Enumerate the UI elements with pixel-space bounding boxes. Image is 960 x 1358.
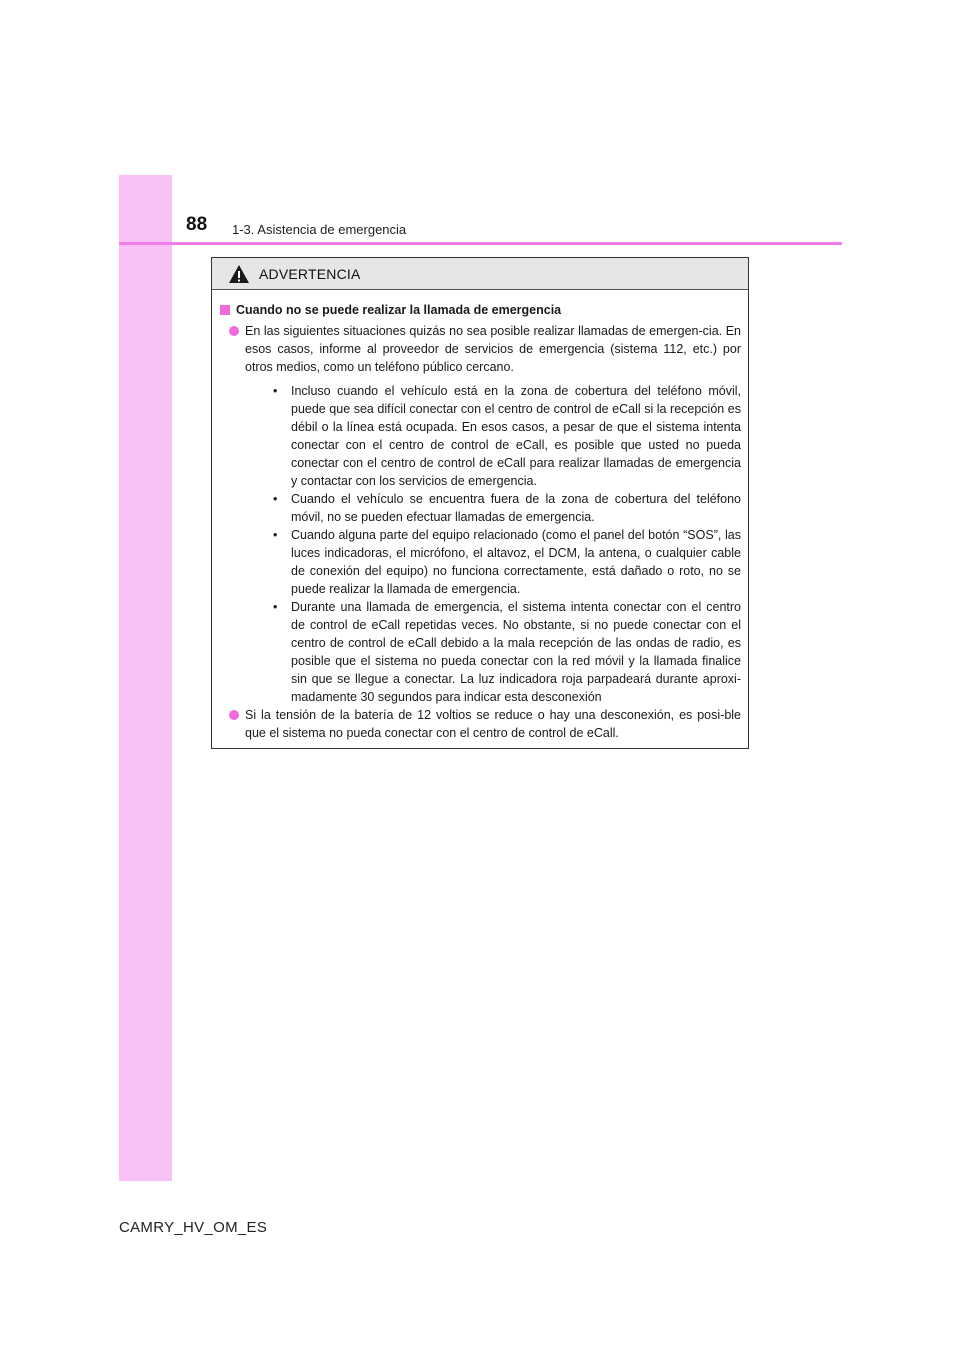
- list-item-text: Si la tensión de la batería de 12 voltios se reduce o hay una desconexión, es posi-ble que el sistema no pueda conectar con el centro de control de eCall.: [245, 708, 741, 740]
- page-number: 88: [186, 214, 208, 235]
- round-bullet-icon: [229, 326, 239, 336]
- sub-list-item-text: Durante una llamada de emergencia, el sistema intenta conectar con el centro de control de eCall repetidas veces. No obstante, si no puede conectar con el centro de control de eCall debido a la mala recepción de las ondas de radio, es posible que el sistema no pueda conectar con la red móvil y la llamada finalice sin que se llegue a conectar. La luz indicadora roja parpadeará durante aproxi-madamente 30 segundos para indicar esta desconexión: [291, 600, 741, 704]
- sub-list-item-text: Cuando alguna parte del equipo relacionado (como el panel del botón “SOS”, las luces indicadoras, el micrófono, el altavoz, el DCM, la antena, o cualquier cable de conexión del equipo) no funciona correctamente, está dañado o roto, no se puede realizar la llamada de emergencia.: [291, 528, 741, 596]
- bullet-dot: •: [273, 492, 278, 506]
- sub-list-item: [272, 382, 741, 490]
- side-tab-band: [119, 175, 172, 1181]
- section-title: 1-3. Asistencia de emergencia: [232, 222, 407, 237]
- sub-list-item: [272, 490, 741, 526]
- bullet-dot: •: [273, 384, 278, 398]
- round-bullet-icon: [229, 710, 239, 720]
- subheading-text: Cuando no se puede realizar la llamada de emergencia: [236, 303, 562, 317]
- list-item-text: En las siguientes situaciones quizás no sea posible realizar llamadas de emergen-cia. En esos casos, informe al proveedor de servicios de emergencia (sistema 112, etc.) por otros medios, como un teléfono público cercano.: [245, 324, 741, 374]
- bullet-dot: •: [273, 528, 278, 542]
- warning-title: ADVERTENCIA: [259, 265, 361, 282]
- bullet-dot: •: [273, 600, 278, 614]
- sub-list-item: [272, 598, 741, 706]
- document-code: CAMRY_HV_OM_ES: [119, 1219, 268, 1236]
- warning-header: [212, 258, 748, 290]
- list-item: [229, 706, 741, 742]
- sub-list: [272, 382, 741, 706]
- warning-triangle-icon: [228, 264, 250, 284]
- warning-subheading: [220, 301, 741, 319]
- sub-list-item-text: Cuando el vehículo se encuentra fuera de la zona de cobertura del teléfono móvil, no se pueden efectuar llamadas de emergencia.: [291, 492, 741, 524]
- warning-body: [212, 290, 748, 742]
- header-divider: [119, 242, 842, 245]
- sub-list-item: [272, 526, 741, 598]
- warning-box: [211, 257, 749, 749]
- square-bullet-icon: [220, 305, 230, 315]
- sub-list-item-text: Incluso cuando el vehículo está en la zona de cobertura del teléfono móvil, puede que sea difícil conectar con el centro de control de eCall si la recepción es débil o la línea está ocupada. En esos casos, a pesar de que el sistema intenta conectar con el centro de control de eCall, es posible que usted no pueda conectar con el centro de control de eCall para realizar llamadas de emergencia y contactar con los servicios de emergencia.: [291, 384, 741, 488]
- list-item: [229, 322, 741, 706]
